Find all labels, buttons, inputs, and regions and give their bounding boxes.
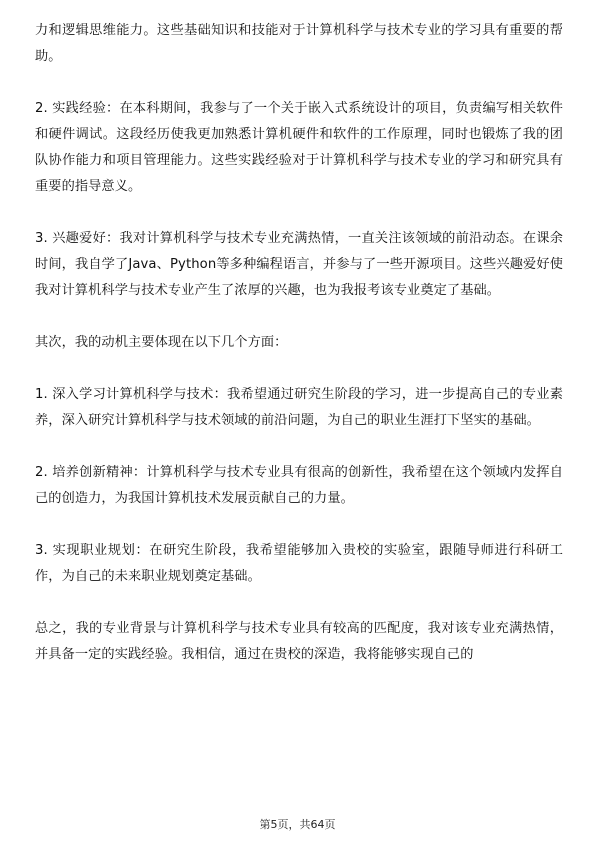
paragraph-interests: 3. 兴趣爱好：我对计算机科学与技术专业充满热情，一直关注该领域的前沿动态。在课余时间，我自学了Java、Python等多种编程语言，并参与了一些开源项目。这些兴趣爱好使我对计算机科学与技术专业产生了浓厚的兴趣，也为我报考该专业奠定了基础。 [35,231,563,298]
paragraph-practical-experience: 2. 实践经验：在本科期间，我参与了一个关于嵌入式系统设计的项目，负责编写相关软件和硬件调试。这段经历使我更加熟悉计算机硬件和软件的工作原理，同时也锻炼了我的团队协作能力和项目管理能力。这些实践经验对于计算机科学与技术专业的学习和研究具有重要的指导意义。 [35,101,563,194]
paragraph-conclusion: 总之，我的专业背景与计算机科学与技术专业具有较高的匹配度，我对该专业充满热情，并具备一定的实践经验。我相信，通过在贵校的深造，我将能够实现自己的 [35,621,563,662]
page-number-footer: 第5页，共64页 [259,818,336,831]
paragraph-foundation-continued: 力和逻辑思维能力。这些基础知识和技能对于计算机科学与技术专业的学习具有重要的帮助。 [35,23,563,64]
paragraph-career-plan: 3. 实现职业规划：在研究生阶段，我希望能够加入贵校的实验室，跟随导师进行科研工作，为自己的未来职业规划奠定基础。 [35,543,563,584]
paragraph-innovation: 2. 培养创新精神：计算机科学与技术专业具有很高的创新性，我希望在这个领域内发挥自己的创造力，为我国计算机技术发展贡献自己的力量。 [35,465,563,506]
document-body [35,18,563,668]
paragraph-motivation-intro: 其次，我的动机主要体现在以下几个方面： [35,335,288,350]
paragraph-deep-learning: 1. 深入学习计算机科学与技术：我希望通过研究生阶段的学习，进一步提高自己的专业素养，深入研究计算机科学与技术领域的前沿问题，为自己的职业生涯打下坚实的基础。 [35,387,563,428]
